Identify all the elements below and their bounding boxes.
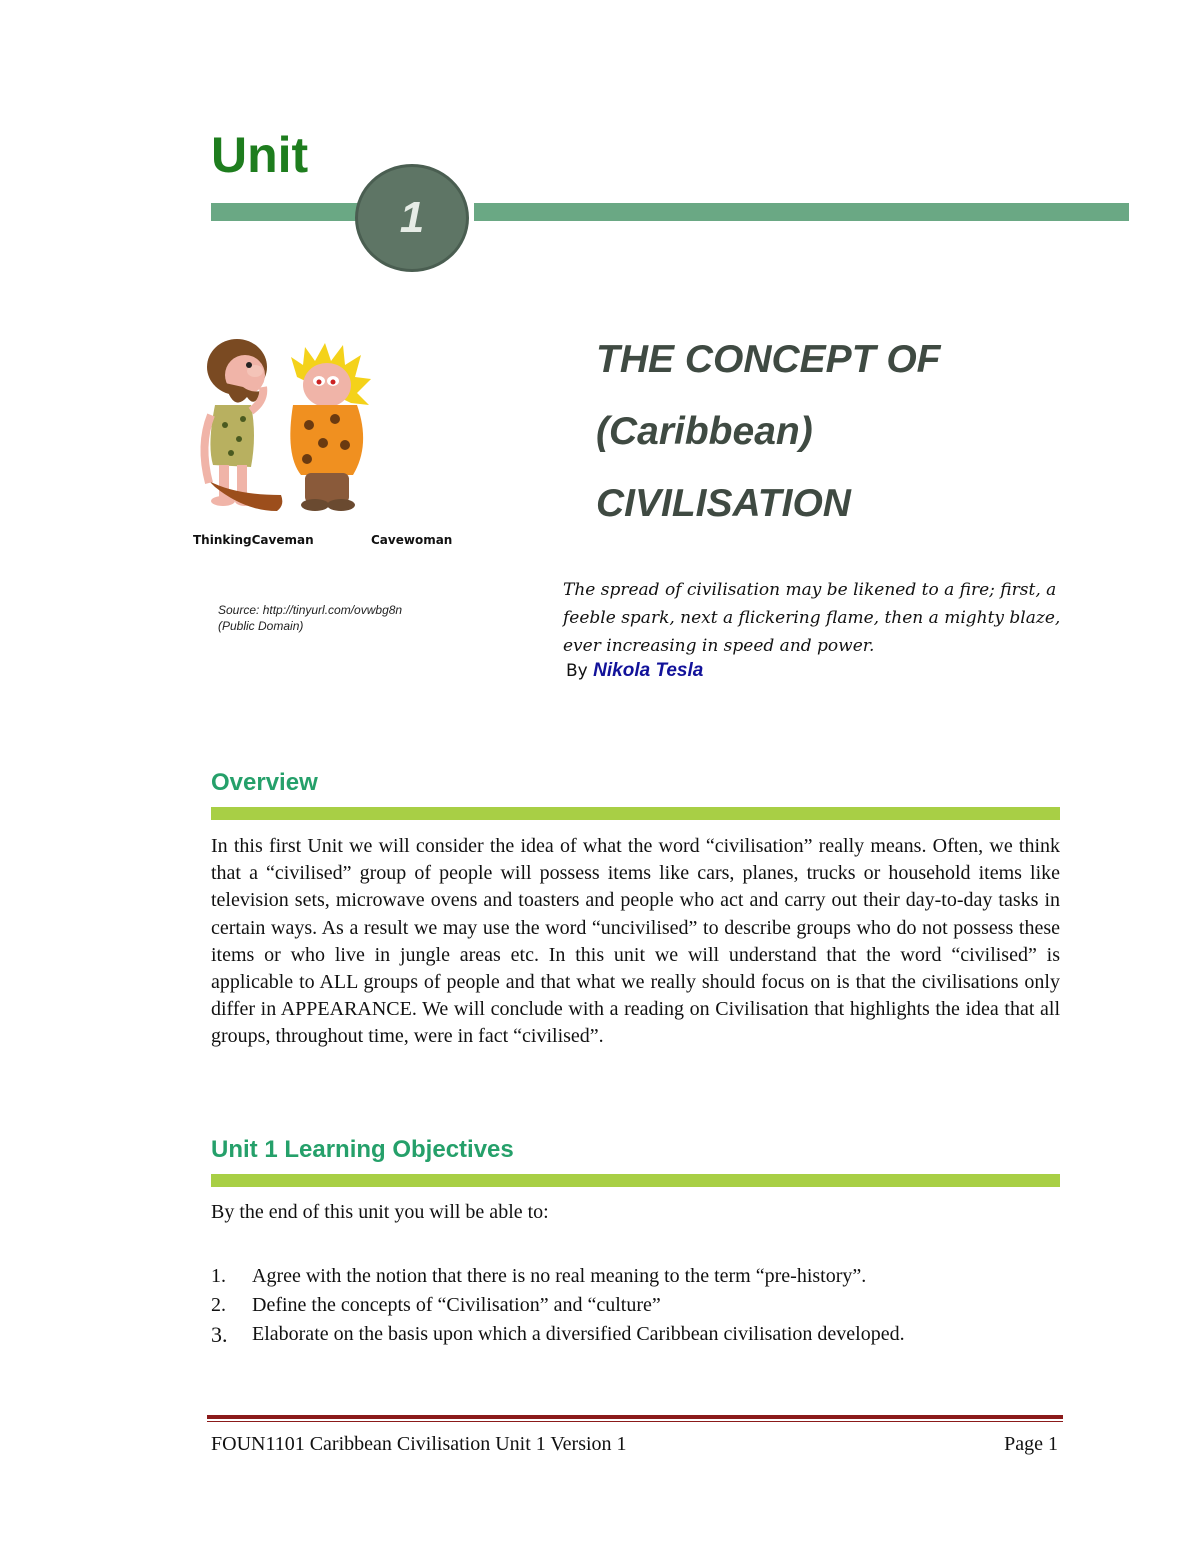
unit-number: 1 bbox=[399, 193, 425, 242]
overview-heading: Overview bbox=[211, 769, 318, 796]
objectives-intro: By the end of this unit you will be able to: bbox=[211, 1201, 549, 1223]
objective-text: Elaborate on the basis upon which a diversified Caribbean civilisation developed. bbox=[252, 1323, 905, 1345]
caveman-cavewoman-illustration bbox=[185, 335, 385, 520]
footer-page-number: Page 1 bbox=[1004, 1433, 1058, 1455]
objective-item bbox=[211, 1291, 1060, 1320]
objectives-list bbox=[211, 1262, 1060, 1349]
overview-divider bbox=[211, 807, 1060, 820]
objective-text: Define the concepts of “Civilisation” and “culture” bbox=[252, 1294, 661, 1316]
objective-item bbox=[211, 1262, 1060, 1291]
cavewoman-figure bbox=[290, 343, 371, 511]
objective-number: 1. bbox=[211, 1265, 226, 1287]
objectives-heading: Unit 1 Learning Objectives bbox=[211, 1136, 514, 1163]
quote-attribution bbox=[566, 660, 703, 682]
caveman-figure bbox=[204, 339, 282, 511]
footer-course-info: FOUN1101 Caribbean Civilisation Unit 1 Version 1 bbox=[211, 1433, 627, 1455]
objective-text: Agree with the notion that there is no real meaning to the term “pre-history”. bbox=[252, 1265, 867, 1287]
page-title-line-1: THE CONCEPT OF bbox=[596, 338, 941, 381]
quote-author: Nikola Tesla bbox=[593, 660, 704, 681]
objective-item bbox=[211, 1320, 1060, 1349]
overview-paragraph: In this first Unit we will consider the idea of what the word “civilisation” really means. Often, we think that a “civilised” group of people will possess items like cars, planes, trucks or household items like television sets, microwave ovens and toasters and people who act and carry out their day-to-day tasks in certain ways. As a result we may use the word “uncivilised” to describe groups who do not possess these items or who live in jungle areas etc. In this unit we will understand that the word “civilised” is applicable to ALL groups of people and that what we really should focus on is that the civilisations only differ in APPEARANCE. We will conclude with a reading on Civilisation that highlights the idea that all groups, throughout time, were in fact “civilised”. bbox=[211, 835, 1060, 1048]
page-title-line-3: CIVILISATION bbox=[596, 482, 851, 525]
header-bar-right bbox=[474, 203, 1129, 221]
attribution-by: By bbox=[566, 661, 588, 681]
objective-number: 3. bbox=[211, 1322, 228, 1347]
caption-caveman: ThinkingCaveman bbox=[193, 533, 314, 547]
image-source: Source: http://tinyurl.com/ovwbg8n bbox=[218, 603, 403, 617]
caption-cavewoman: Cavewoman bbox=[371, 533, 453, 547]
footer-rule-thick bbox=[207, 1415, 1063, 1419]
unit-heading: Unit bbox=[211, 127, 309, 183]
header-bar-left bbox=[211, 203, 359, 221]
page-title-line-2: (Caribbean) bbox=[596, 410, 813, 453]
epigraph-quote: The spread of civilisation may be likened to a fire; first, a feeble spark, next a flickering flame, then a mighty blaze, ever increasing in speed and power. bbox=[563, 580, 1061, 656]
image-license: (Public Domain) bbox=[218, 619, 304, 633]
objective-number: 2. bbox=[211, 1294, 226, 1316]
objectives-divider bbox=[211, 1174, 1060, 1187]
footer-rule-thin bbox=[207, 1421, 1063, 1422]
unit-number-badge bbox=[355, 164, 469, 272]
